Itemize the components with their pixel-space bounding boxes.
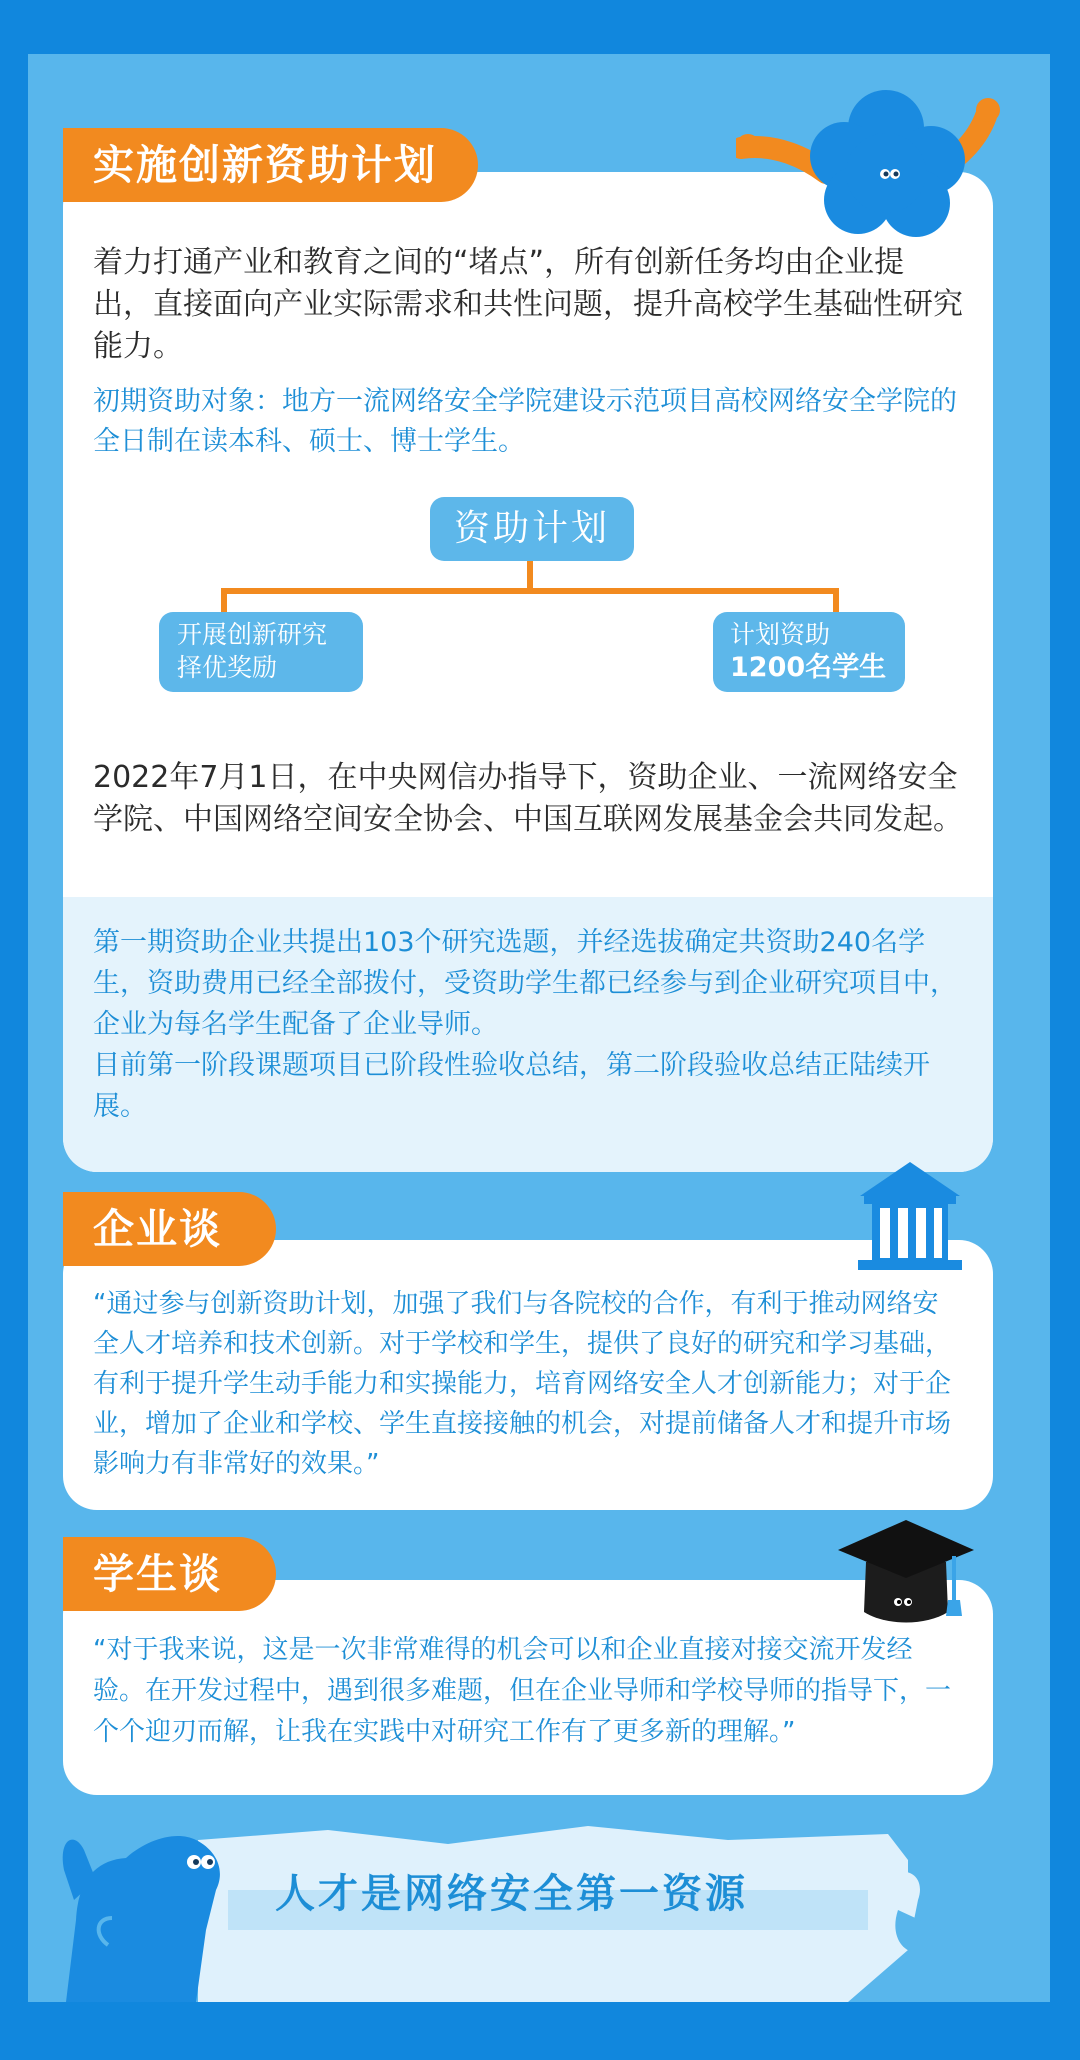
target-text: 初期资助对象：地方一流网络安全学院建设示范项目高校网络安全学院的全日制在读本科、硕士、博士学生。 <box>93 386 957 457</box>
diagram-left-line2: 择优奖励 <box>177 653 278 682</box>
student-tag-label: 学生谈 <box>93 1550 222 1598</box>
intro-text: 着力打通产业和教育之间的“堵点”，所有创新任务均由企业提出，直接面向产业实际需求和共性问题，提升高校学生基础性研究能力。 <box>93 245 963 364</box>
enterprise-card <box>63 1240 993 1510</box>
launch-text: 2022年7月1日，在中央网信办指导下，资助企业、一流网络安全学院、中国网络空间安全协会、中国互联网发展基金会共同发起。 <box>93 760 963 837</box>
diagram-connector-left <box>221 588 227 614</box>
progress-text-2: 目前第一阶段课题项目已阶段性验收总结，第二阶段验收总结正陆续开展。 <box>93 1050 930 1122</box>
diagram-right-box <box>713 612 905 692</box>
diagram-connector-horizontal <box>221 588 839 594</box>
graduation-cap-icon <box>836 1512 976 1632</box>
slogan-text: 人才是网络安全第一资源 <box>275 1871 748 1917</box>
progress-text-1: 第一期资助企业共提出103个研究选题，并经选拔确定共资助240名学生，资助费用已经全部拨付，受资助学生都已经参与到企业研究项目中，企业为每名学生配备了企业导师。 <box>93 927 957 1040</box>
enterprise-tag <box>63 1192 276 1266</box>
diagram-root-label: 资助计划 <box>453 508 610 549</box>
diagram-connector-vertical <box>527 561 533 591</box>
diagram-root <box>430 497 634 561</box>
diagram-right-line1: 计划资助 <box>730 620 831 649</box>
student-tag <box>63 1537 276 1611</box>
library-building-icon <box>848 1158 972 1278</box>
plan-card <box>63 172 993 1172</box>
plan-tag <box>63 128 478 202</box>
student-quote: “对于我来说，这是一次非常难得的机会可以和企业直接对接交流开发经验。在开发过程中，遇到很多难题，但在企业导师和学校导师的指导下，一个个迎刃而解，让我在实践中对研究工作有了更多新的理解。” <box>93 1635 952 1747</box>
progress-band <box>63 897 993 1172</box>
diagram-right-line2: 1200名学生 <box>730 652 887 683</box>
enterprise-quote: “通过参与创新资助计划，加强了我们与各院校的合作，有利于推动网络安全人才培养和技术创新。对于学校和学生，提供了良好的研究和学习基础，有利于提升学生动手能力和实操能力，培育网络安全人才创新能力；对于企业，增加了企业和学校、学生直接接触的机会，对提前储备人才和提升市场影响力有非常好的效果。” <box>93 1289 952 1479</box>
flower-mascot-icon <box>736 88 1006 248</box>
diagram-left-box <box>159 612 363 692</box>
diagram-connector-right <box>833 588 839 614</box>
plan-tag-label: 实施创新资助计划 <box>93 141 437 189</box>
enterprise-tag-label: 企业谈 <box>93 1205 222 1253</box>
hand-mascot-icon <box>56 1800 256 2002</box>
diagram-left-line1: 开展创新研究 <box>177 620 328 649</box>
